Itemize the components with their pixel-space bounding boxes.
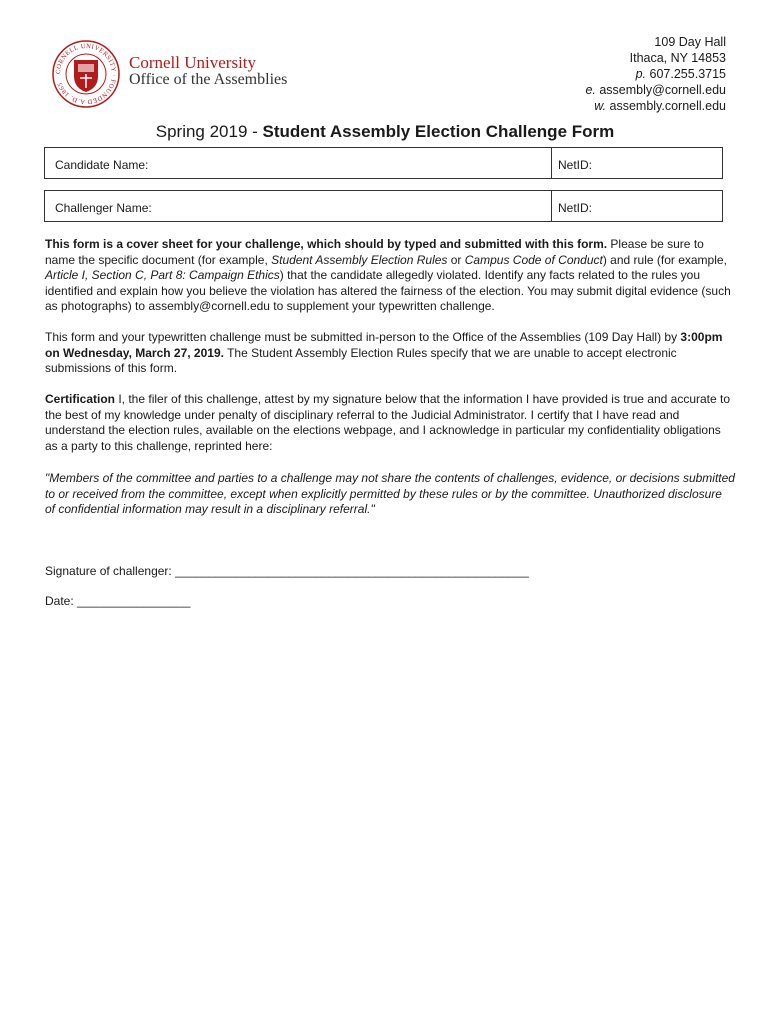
candidate-field-row[interactable]	[44, 147, 723, 179]
date-line[interactable]: Date: _________________	[45, 594, 191, 608]
instructions-paragraph: This form is a cover sheet for your challenge, which should by typed and submitted with this form. Please be sure to name the specific document (for example, Student Assembly Election Rules or Campus Code of Conduct) and rule (for example, Article I, Section C, Part 8: Campaign Ethics) that the candidate allegedly violated. Identify any facts related to the rules you identified and explain how you believe the violation has altered the fairness of the election. You may submit digital evidence (such as photographs) to assembly@cornell.edu to supplement your typewritten challenge.	[45, 237, 731, 313]
challenger-netid-label: NetID:	[558, 201, 593, 215]
candidate-netid-label: NetID:	[558, 158, 593, 172]
org-name-block	[129, 54, 287, 89]
submission-paragraph: This form and your typewritten challenge must be submitted in-person to the Office of the Assemblies (109 Day Hall) by 3:00pm on Wednesday, March 27, 2019. The Student Assembly Election Rules specify that we are unable to accept electronic submissions of this form.	[45, 330, 723, 375]
cornell-seal-logo	[52, 40, 120, 108]
address-line-1: 109 Day Hall	[654, 35, 726, 49]
candidate-name-label: Candidate Name:	[55, 158, 149, 172]
university-name: Cornell University	[129, 53, 257, 72]
page-title: Spring 2019 - Student Assembly Election Challenge Form	[155, 122, 615, 141]
challenger-field-row[interactable]	[44, 190, 723, 222]
web-line: w. assembly.cornell.edu	[594, 99, 726, 113]
contact-address	[585, 34, 726, 114]
confidentiality-quote: "Members of the committee and parties to a challenge may not share the contents of challenges, evidence, or decisions submitted to or received from the committee, except when explicitly permitted by these rules or by the committee. Unauthorized disclosure of confidential information may result in a disciplinary referral."	[45, 471, 735, 516]
challenger-name-label: Challenger Name:	[55, 201, 152, 215]
svg-text:CORNELL UNIVERSITY · FOUNDED A: CORNELL UNIVERSITY · FOUNDED A.D. 1865	[54, 42, 118, 106]
office-name: Office of the Assemblies	[129, 71, 288, 88]
email-line: e. assembly@cornell.edu	[585, 83, 726, 97]
address-line-2: Ithaca, NY 14853	[629, 51, 726, 65]
signature-line[interactable]: Signature of challenger: _____________________________________________________	[45, 564, 529, 578]
certification-paragraph: Certification I, the filer of this challenge, attest by my signature below that the information I have provided is true and accurate to the best of my knowledge under penalty of disciplinary referral to the Judicial Administrator. I certify that I have read and understand the election rules, available on the elections webpage, and I acknowledge in particular my confidentiality obligations as a party to this challenge, reprinted here:	[45, 392, 731, 453]
phone-line: p. 607.255.3715	[635, 67, 726, 81]
